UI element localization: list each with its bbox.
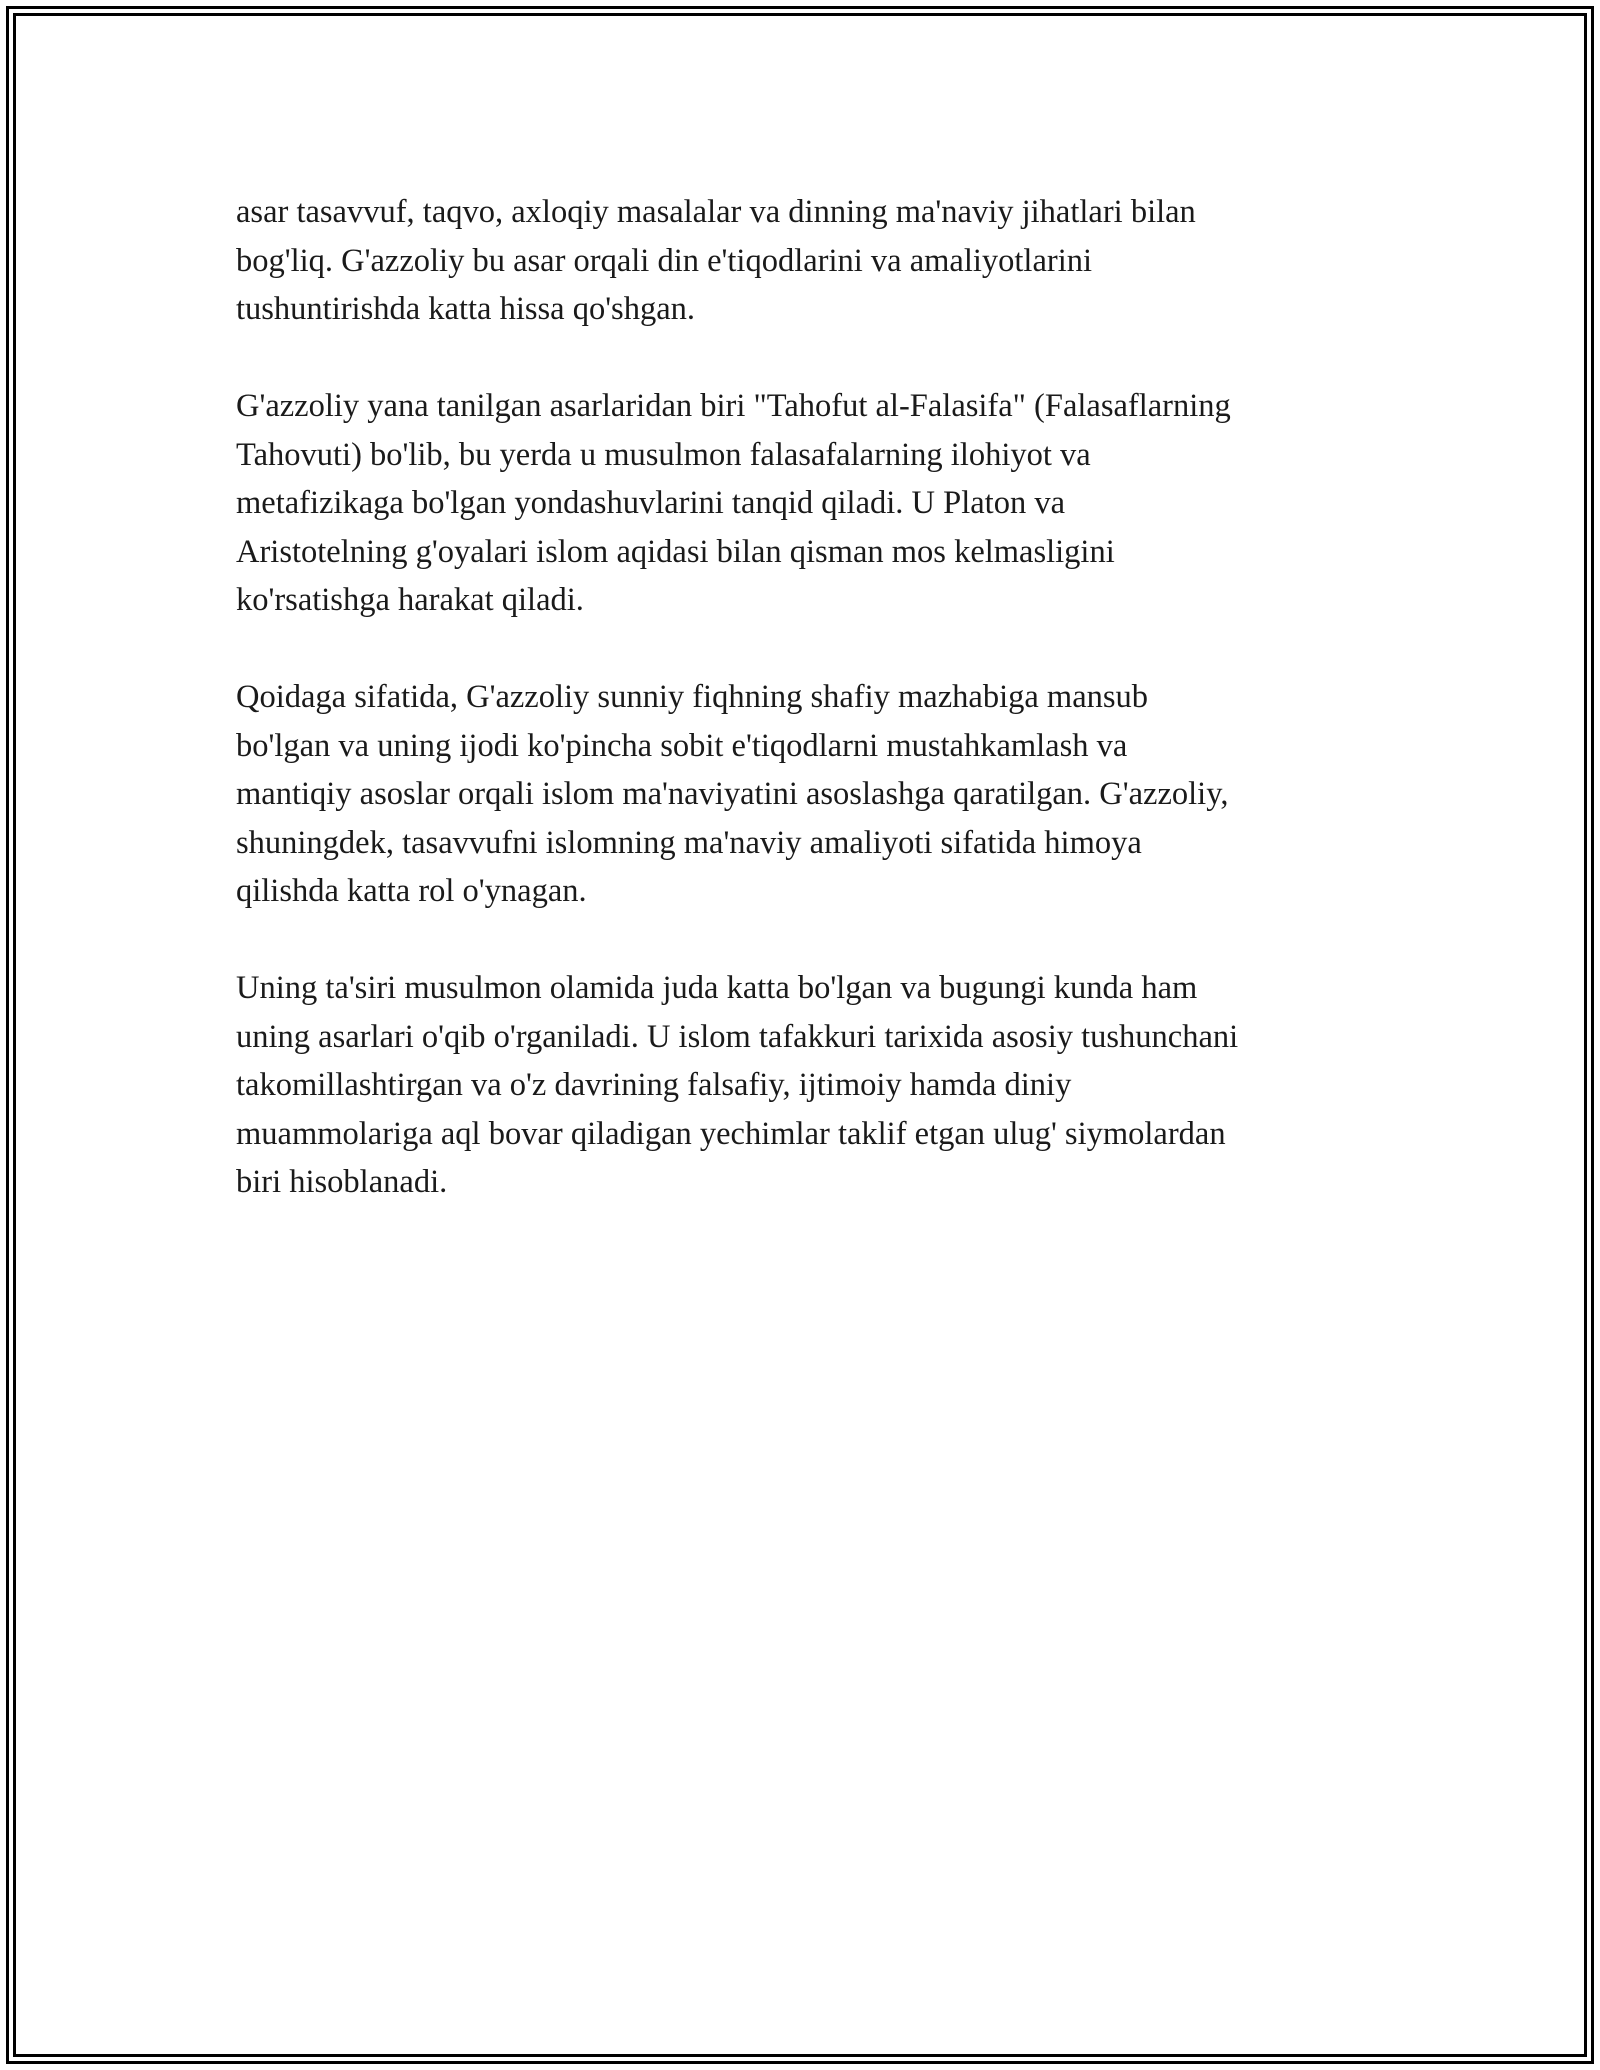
paragraph-2: G'azzoliy yana tanilgan asarlaridan biri "Tahofut al-Falasifa" (Falasaflarning Tahovuti) bo'lib, bu yerda u musulmon falasafalarning ilohiyot va metafizikaga bo'lgan yondashuvlarini tanqid qiladi. U Platon va Aristotelning g'oyalari islom aqidasi bilan qisman mos kelmasligini ko'rsatishga harakat qiladi. [236, 388, 1231, 618]
paragraph-4: Uning ta'siri musulmon olamida juda katta bo'lgan va bugungi kunda ham uning asarlari o'qib o'rganiladi. U islom tafakkuri tarixida asosiy tushunchani takomillashtirgan va o'z davrining falsafiy, ijtimoiy hamda diniy muammolariga aql bovar qiladigan yechimlar taklif etgan ulug' siymolardan biri hisoblanadi. [236, 970, 1239, 1200]
paragraph-3: Qoidaga sifatida, G'azzoliy sunniy fiqhning shafiy mazhabiga mansub bo'lgan va uning ijodi ko'pincha sobit e'tiqodlarni mustahkamlash va mantiqiy asoslar orqali islom ma'naviyatini asoslashga qaratilgan. G'azzoliy, shuningdek, tasavvufni islomning ma'naviy amaliyoti sifatida himoya qilishda katta rol o'ynagan. [236, 679, 1229, 909]
paragraph-1: asar tasavvuf, taqvo, axloqiy masalalar va dinning ma'naviy jihatlari bilan bog'liq. G'azzoliy bu asar orqali din e'tiqodlarini va amaliyotlarini tushuntirishda katta hissa qo'shgan. [236, 194, 1196, 327]
document-body [236, 188, 1396, 1255]
